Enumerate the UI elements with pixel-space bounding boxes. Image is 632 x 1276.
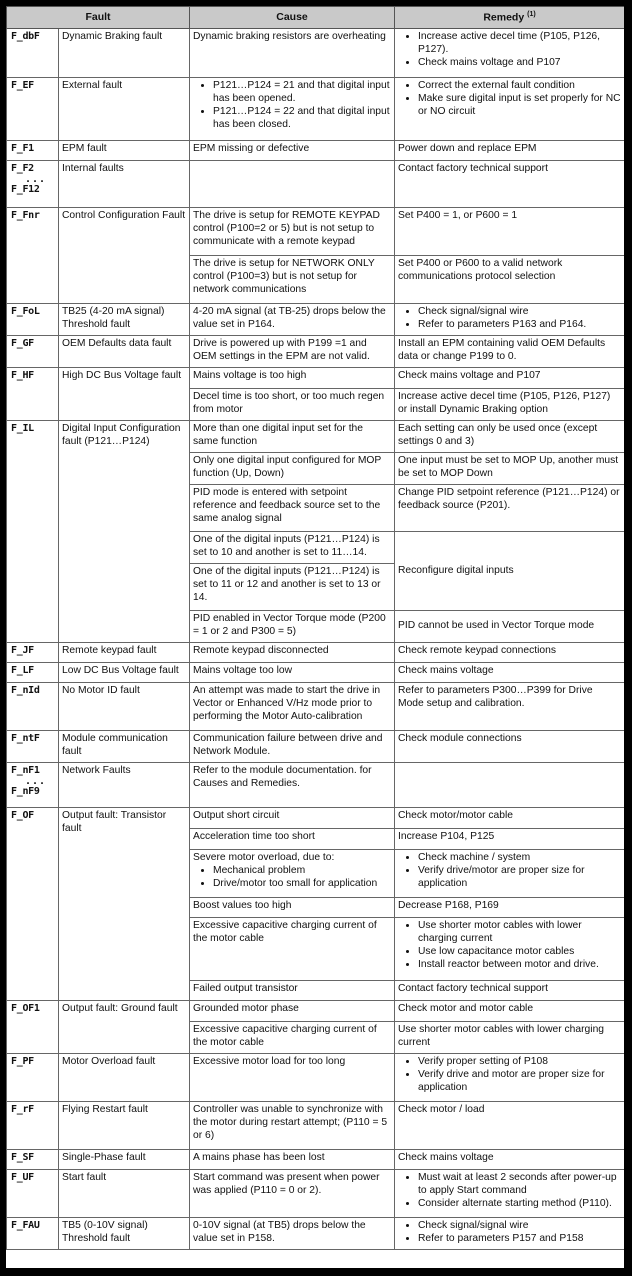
- list-item: • Refer to parameters P157 and P158: [418, 1233, 621, 1246]
- fault-cause: A mains phase has been lost: [190, 1150, 395, 1170]
- header-remedy-label: Remedy: [483, 11, 525, 24]
- fault-cause: Grounded motor phase: [190, 1001, 395, 1022]
- table-row: [7, 1170, 625, 1218]
- table-row: [7, 683, 625, 731]
- fault-remedy: [395, 763, 625, 808]
- fault-remedy: Check motor and motor cable: [395, 1001, 625, 1022]
- fault-cause: Decel time is too short, or too much regen from motor: [190, 389, 395, 421]
- fault-code: F_JF: [7, 643, 59, 663]
- fault-code: F_OF1: [7, 1001, 59, 1054]
- fault-cause: EPM missing or defective: [190, 141, 395, 161]
- fault-cause: An attempt was made to start the drive in Vector or Enhanced V/Hz mode prior to performing the Motor Auto-calibration: [190, 683, 395, 731]
- fault-cause: Mains voltage too low: [190, 663, 395, 683]
- list-item: • Check signal/signal wire: [418, 306, 621, 319]
- fault-code: F_PF: [7, 1054, 59, 1102]
- fault-code: F_GF: [7, 336, 59, 368]
- header-remedy-footnote: (1): [527, 10, 536, 18]
- fault-code: F_IL: [7, 421, 59, 643]
- table-row: [7, 78, 625, 141]
- header-row: [7, 7, 625, 29]
- fault-name: Network Faults: [59, 763, 190, 808]
- table-row: [7, 1218, 625, 1250]
- fault-code-range: [7, 763, 59, 808]
- fault-table-frame: [6, 6, 624, 1268]
- fault-remedy: [395, 304, 625, 336]
- fault-remedy: Check mains voltage and P107: [395, 368, 625, 389]
- fault-name: TB25 (4-20 mA signal) Threshold fault: [59, 304, 190, 336]
- fault-cause: Excessive capacitive charging current of the motor cable: [190, 1022, 395, 1054]
- fault-cause: Output short circuit: [190, 808, 395, 829]
- header-fault: Fault: [7, 7, 190, 29]
- fault-remedy: One input must be set to MOP Up, another must be set to MOP Down: [395, 453, 625, 485]
- list-item: • Check machine / system: [418, 852, 621, 865]
- list-item: • Use low capacitance motor cables: [418, 946, 621, 959]
- list-item: • Drive/motor too small for application: [213, 878, 391, 891]
- range-dots: ...: [25, 775, 47, 787]
- table-row: [7, 1054, 625, 1102]
- table-row: [7, 1001, 625, 1022]
- fault-code: F_SF: [7, 1150, 59, 1170]
- table-row: [7, 29, 625, 78]
- fault-code: F_FoL: [7, 304, 59, 336]
- fault-code: F_HF: [7, 368, 59, 421]
- fault-cause: The drive is setup for NETWORK ONLY control (P100=3) but is not setup for network communications: [190, 256, 395, 304]
- list-item: • Correct the external fault condition: [418, 80, 621, 93]
- fault-code: F_F1: [7, 141, 59, 161]
- fault-cause: Boost values too high: [190, 898, 395, 918]
- list-item: • Must wait at least 2 seconds after power-up to apply Start command: [418, 1172, 621, 1198]
- fault-name: Module communication fault: [59, 731, 190, 763]
- fault-name: High DC Bus Voltage fault: [59, 368, 190, 421]
- fault-cause: Excessive motor load for too long: [190, 1054, 395, 1102]
- fault-name: Output fault: Ground fault: [59, 1001, 190, 1054]
- fault-code: F_FAU: [7, 1218, 59, 1250]
- fault-name: Single-Phase fault: [59, 1150, 190, 1170]
- fault-code-start: F_F2: [11, 163, 34, 174]
- fault-code: F_dbF: [7, 29, 59, 78]
- fault-code: F_ntF: [7, 731, 59, 763]
- fault-name: No Motor ID fault: [59, 683, 190, 731]
- fault-table: [6, 6, 624, 1250]
- list-item: • Check signal/signal wire: [418, 1220, 621, 1233]
- fault-remedy: Change PID setpoint reference (P121…P124) or feedback source (P201).: [395, 485, 625, 532]
- fault-cause: PID enabled in Vector Torque mode (P200 = 1 or 2 and P300 = 5): [190, 611, 395, 643]
- table-row: [7, 663, 625, 683]
- fault-cause: One of the digital inputs (P121…P124) is set to 10 and another is set to 11…14.: [190, 532, 395, 564]
- table-row: [7, 421, 625, 453]
- fault-code: F_LF: [7, 663, 59, 683]
- fault-remedy: [395, 1054, 625, 1102]
- fault-remedy: Check mains voltage: [395, 1150, 625, 1170]
- list-item: • Verify drive and motor are proper size for application: [418, 1069, 621, 1095]
- list-item: • P121…P124 = 22 and that digital input has been closed.: [213, 106, 391, 132]
- header-remedy: [395, 7, 625, 29]
- list-item: • Verify proper setting of P108: [418, 1056, 621, 1069]
- range-dots: ...: [25, 173, 47, 185]
- list-item: • Mechanical problem: [213, 865, 391, 878]
- fault-cause: [190, 850, 395, 898]
- fault-remedy: [395, 1170, 625, 1218]
- fault-name: Low DC Bus Voltage fault: [59, 663, 190, 683]
- fault-name: Internal faults: [59, 161, 190, 208]
- fault-cause: Controller was unable to synchronize with the motor during restart attempt; (P110 = 5 or 6): [190, 1102, 395, 1150]
- fault-cause: The drive is setup for REMOTE KEYPAD control (P100=2 or 5) but is not setup to communicate with a remote keypad: [190, 208, 395, 256]
- fault-remedy: Check motor/motor cable: [395, 808, 625, 829]
- fault-remedy: Set P400 = 1, or P600 = 1: [395, 208, 625, 256]
- fault-remedy: Reconfigure digital inputs: [395, 532, 625, 611]
- fault-name: Remote keypad fault: [59, 643, 190, 663]
- table-row: [7, 1102, 625, 1150]
- list-item: • Check mains voltage and P107: [418, 57, 621, 70]
- fault-remedy: Power down and replace EPM: [395, 141, 625, 161]
- fault-cause: Remote keypad disconnected: [190, 643, 395, 663]
- table-row: [7, 161, 625, 208]
- fault-name: Flying Restart fault: [59, 1102, 190, 1150]
- fault-cause: Communication failure between drive and Network Module.: [190, 731, 395, 763]
- fault-remedy: Install an EPM containing valid OEM Defaults data or change P199 to 0.: [395, 336, 625, 368]
- table-row: [7, 763, 625, 808]
- fault-remedy: Check mains voltage: [395, 663, 625, 683]
- table-row: [7, 141, 625, 161]
- fault-name: Start fault: [59, 1170, 190, 1218]
- table-row: [7, 336, 625, 368]
- fault-name: Output fault: Transistor fault: [59, 808, 190, 1001]
- fault-remedy: Contact factory technical support: [395, 161, 625, 208]
- list-item: • P121…P124 = 21 and that digital input has been opened.: [213, 80, 391, 106]
- fault-cause: More than one digital input set for the same function: [190, 421, 395, 453]
- fault-name: Dynamic Braking fault: [59, 29, 190, 78]
- table-row: [7, 368, 625, 389]
- table-row: [7, 808, 625, 829]
- fault-code-end: F_F12: [11, 183, 40, 195]
- fault-cause: Drive is powered up with P199 =1 and OEM settings in the EPM are not valid.: [190, 336, 395, 368]
- fault-cause: Excessive capacitive charging current of the motor cable: [190, 918, 395, 981]
- fault-remedy: [395, 850, 625, 898]
- cause-intro: Severe motor overload, due to:: [193, 852, 335, 863]
- table-row: [7, 731, 625, 763]
- fault-name: EPM fault: [59, 141, 190, 161]
- fault-cause: [190, 161, 395, 208]
- fault-code-start: F_nF1: [11, 765, 40, 776]
- fault-code-range: [7, 161, 59, 208]
- fault-remedy: Contact factory technical support: [395, 981, 625, 1001]
- fault-code: F_OF: [7, 808, 59, 1001]
- list-item: • Increase active decel time (P105, P126, P127).: [418, 31, 621, 57]
- table-row: [7, 208, 625, 256]
- fault-remedy: Set P400 or P600 to a valid network communications protocol selection: [395, 256, 625, 304]
- list-item: • Consider alternate starting method (P110).: [418, 1198, 621, 1211]
- fault-code-end: F_nF9: [11, 785, 40, 797]
- fault-name: Motor Overload fault: [59, 1054, 190, 1102]
- fault-cause: Dynamic braking resistors are overheating: [190, 29, 395, 78]
- fault-cause: Acceleration time too short: [190, 829, 395, 850]
- fault-remedy: [395, 918, 625, 981]
- fault-code: F_rF: [7, 1102, 59, 1150]
- fault-remedy: Refer to parameters P300…P399 for Drive Mode setup and calibration.: [395, 683, 625, 731]
- fault-cause: One of the digital inputs (P121…P124) is set to 11 or 12 and another is set to 13 or 14.: [190, 564, 395, 611]
- fault-remedy: Check motor / load: [395, 1102, 625, 1150]
- list-item: • Make sure digital input is set properly for NC or NO circuit: [418, 93, 621, 119]
- fault-cause: 0-10V signal (at TB5) drops below the value set in P158.: [190, 1218, 395, 1250]
- fault-cause: Only one digital input configured for MOP function (Up, Down): [190, 453, 395, 485]
- fault-remedy: Increase active decel time (P105, P126, P127) or install Dynamic Braking option: [395, 389, 625, 421]
- fault-remedy: Increase P104, P125: [395, 829, 625, 850]
- fault-code: F_Fnr: [7, 208, 59, 304]
- fault-remedy: Check module connections: [395, 731, 625, 763]
- fault-remedy: [395, 29, 625, 78]
- fault-remedy: Use shorter motor cables with lower charging current: [395, 1022, 625, 1054]
- fault-remedy: Each setting can only be used once (except settings 0 and 3): [395, 421, 625, 453]
- fault-cause: PID mode is entered with setpoint reference and feedback source set to the same analog signal: [190, 485, 395, 532]
- list-item: • Use shorter motor cables with lower charging current: [418, 920, 621, 946]
- fault-remedy: PID cannot be used in Vector Torque mode: [395, 611, 625, 643]
- fault-name: Control Configuration Fault: [59, 208, 190, 304]
- table-row: [7, 643, 625, 663]
- header-cause: Cause: [190, 7, 395, 29]
- table-row: [7, 1150, 625, 1170]
- list-item: • Install reactor between motor and drive.: [418, 959, 621, 972]
- fault-cause: Failed output transistor: [190, 981, 395, 1001]
- fault-remedy: [395, 78, 625, 141]
- fault-remedy: [395, 1218, 625, 1250]
- fault-code: F_EF: [7, 78, 59, 141]
- fault-cause: Mains voltage is too high: [190, 368, 395, 389]
- fault-cause: 4-20 mA signal (at TB-25) drops below the value set in P164.: [190, 304, 395, 336]
- fault-code: F_UF: [7, 1170, 59, 1218]
- fault-cause: Refer to the module documentation. for Causes and Remedies.: [190, 763, 395, 808]
- table-row: [7, 304, 625, 336]
- fault-remedy: Decrease P168, P169: [395, 898, 625, 918]
- list-item: • Refer to parameters P163 and P164.: [418, 319, 621, 332]
- fault-code: F_nId: [7, 683, 59, 731]
- fault-cause: Start command was present when power was applied (P110 = 0 or 2).: [190, 1170, 395, 1218]
- fault-name: TB5 (0-10V signal) Threshold fault: [59, 1218, 190, 1250]
- fault-cause: [190, 78, 395, 141]
- fault-name: Digital Input Configuration fault (P121…P124): [59, 421, 190, 643]
- fault-name: External fault: [59, 78, 190, 141]
- fault-remedy: Check remote keypad connections: [395, 643, 625, 663]
- list-item: • Verify drive/motor are proper size for application: [418, 865, 621, 891]
- fault-name: OEM Defaults data fault: [59, 336, 190, 368]
